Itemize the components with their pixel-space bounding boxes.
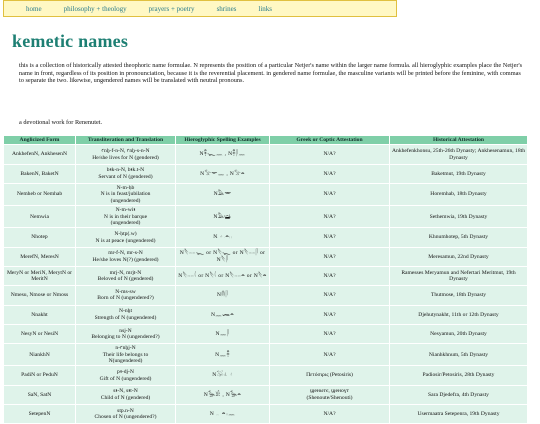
- cell-greek-coptic: N/A?: [270, 164, 390, 183]
- intro-paragraph: this is a collection of historically attested theophoric name formulae. N represents the position of a particular Netjer's name within the larger name formula. all hieroglyphic examples place the Netjer's name in front, regardless of its position in pronounciation, because it is the reverential placement. in gendered name formulae, the masculine variants will be printed before the feminine, with commas to separate the two. likewise, ungendered names will be translated with neutral pronouns.: [19, 62, 523, 85]
- cell-hieroglyphic-spelling: N𓅓𓊞: [176, 206, 270, 228]
- cell-greek-coptic: N/A?: [270, 247, 390, 266]
- dedication-text: a devotional work for Renenutet.: [19, 119, 103, 126]
- cell-transliteration: mrj-N, mrjt-N Beloved of N (gendered): [76, 267, 176, 286]
- cell-hieroglyphic-spelling: N𓊃𓏏𓊪𓈖: [176, 405, 270, 424]
- table-row: [4, 164, 528, 183]
- nav-link-home[interactable]: home: [26, 4, 42, 13]
- cell-hieroglyphic-spelling: N𓋹𓆑𓈖 , N𓋹𓋴𓈖: [176, 145, 270, 164]
- cell-transliteration: ꜥnḫ-f-n-N, ꜥnḫ-s-n-N He/she lives for N (gendered): [76, 145, 176, 164]
- cell-anglicized-form: Nemwia: [4, 206, 76, 228]
- cell-greek-coptic: N/A?: [270, 305, 390, 324]
- cell-anglicized-form: Nhotep: [4, 228, 76, 247]
- names-table: [3, 135, 528, 424]
- cell-historical-attestation: Khnumhotep, 5th Dynasty: [390, 228, 528, 247]
- table-row: [4, 344, 528, 366]
- table-row: [4, 385, 528, 404]
- cell-hieroglyphic-spelling: N𓌸𓂋𓆑 or N𓌸𓆑 or N𓌸𓂋𓋴 or N𓌸𓋴: [176, 247, 270, 266]
- table-header-row: [4, 136, 528, 145]
- cell-transliteration: nsj-N Belonging to N (ungendered?): [76, 324, 176, 343]
- cell-anglicized-form: MerefN, MeresN: [4, 247, 76, 266]
- nav-link-shrines[interactable]: shrines: [216, 4, 237, 13]
- cell-transliteration: N-nḫt Strength of N (ungendered): [76, 305, 176, 324]
- cell-hieroglyphic-spelling: N𓅮𓂞: [176, 366, 270, 385]
- cell-greek-coptic: N/A?: [270, 228, 390, 247]
- cell-transliteration: N-m-ḥb N is in feast/jubilation (ungendered): [76, 184, 176, 206]
- table-row: [4, 366, 528, 385]
- table-row: [4, 184, 528, 206]
- cell-hieroglyphic-spelling: N𓈖𓋴: [176, 324, 270, 343]
- cell-anglicized-form: NiankhN: [4, 344, 76, 366]
- cell-hieroglyphic-spelling: N𓅓𓎱: [176, 184, 270, 206]
- top-navigation: [3, 0, 397, 17]
- cell-greek-coptic: N/A?: [270, 286, 390, 305]
- cell-anglicized-form: Nemheb or Nemhab: [4, 184, 76, 206]
- cell-historical-attestation: Thutmose, 18th Dynasty: [390, 286, 528, 305]
- table-row: [4, 267, 528, 286]
- cell-historical-attestation: Horemhab, 18th Dynasty: [390, 184, 528, 206]
- cell-historical-attestation: Sethemwia, 19th Dynasty: [390, 206, 528, 228]
- table-row: [4, 206, 528, 228]
- table-row: [4, 405, 528, 424]
- cell-hieroglyphic-spelling: N𓊵𓏏𓊪: [176, 228, 270, 247]
- cell-hieroglyphic-spelling: N𓅭𓀀 , N𓅭𓏏: [176, 385, 270, 404]
- cell-historical-attestation: Usermaatra Setepenra, 19th Dynasty: [390, 405, 528, 424]
- header-transliteration: Transliteration and Translation: [76, 136, 176, 145]
- cell-greek-coptic: N/A?: [270, 145, 390, 164]
- cell-anglicized-form: MeryN or MeriN, MerytN or MeritN: [4, 267, 76, 286]
- cell-hieroglyphic-spelling: N𓈖𓆱𓏏: [176, 305, 270, 324]
- cell-anglicized-form: AnkhefenN, AnkhesenN: [4, 145, 76, 164]
- cell-historical-attestation: Ramesses Meryamun and Nefertari Meritmut, 19th Dynasty: [390, 267, 528, 286]
- cell-transliteration: N-ḥtp(.w) N is at peace (ungendered): [76, 228, 176, 247]
- cell-hieroglyphic-spelling: N𓌸𓂋𓇋 or N𓌸𓇋 or N𓌸𓂋𓏏 or N𓌸𓏏: [176, 267, 270, 286]
- cell-historical-attestation: Padiosir/Petosiris, 28th Dynasty: [390, 366, 528, 385]
- cell-greek-coptic: N/A?: [270, 344, 390, 366]
- cell-greek-coptic: Πετόσιρις (Petosiris): [270, 366, 390, 385]
- cell-historical-attestation: Nesyamun, 20th Dynasty: [390, 324, 528, 343]
- cell-historical-attestation: Baketmut, 19th Dynasty: [390, 164, 528, 183]
- cell-anglicized-form: Nmesu, Nmose or Nmoss: [4, 286, 76, 305]
- cell-hieroglyphic-spelling: N𓅡𓎡𓈖 , N𓅡𓏏: [176, 164, 270, 183]
- cell-hieroglyphic-spelling: N𓄟𓋴: [176, 286, 270, 305]
- header-anglicized-form: Anglicized Form: [4, 136, 76, 145]
- cell-historical-attestation: Djehutynakht, 11th or 12th Dynasty: [390, 305, 528, 324]
- nav-link-prayers-poetry[interactable]: prayers + poetry: [148, 4, 195, 13]
- table-row: [4, 228, 528, 247]
- page-title: kemetic names: [12, 31, 129, 51]
- cell-transliteration: N-m-wiꜣ N is in their barque (ungendered): [76, 206, 176, 228]
- cell-transliteration: mr-f-N, mr-s-N He/she loves N(?) (gendered): [76, 247, 176, 266]
- cell-anglicized-form: Nnakht: [4, 305, 76, 324]
- cell-anglicized-form: SaN, SatN: [4, 385, 76, 404]
- cell-historical-attestation: Ankhefenkhonsu, 25th-26th Dynasty; Ankhesenamun, 18th Dynasty: [390, 145, 528, 164]
- header-hieroglyphic-spelling: Hieroglyphic Spelling Examples: [176, 136, 270, 145]
- table-row: [4, 247, 528, 266]
- cell-anglicized-form: SetepenN: [4, 405, 76, 424]
- cell-transliteration: pꜣ-dj-N Gift of N (ungendered): [76, 366, 176, 385]
- cell-anglicized-form: PadiN or PeduN: [4, 366, 76, 385]
- cell-historical-attestation: Meresamun, 22nd Dynasty: [390, 247, 528, 266]
- cell-anglicized-form: NesyN or NesiN: [4, 324, 76, 343]
- header-greek-coptic: Greek or Coptic Attestation: [270, 136, 390, 145]
- cell-greek-coptic: ϣенωтє, ϣенοүт (Shenoute/Shenouti): [270, 385, 390, 404]
- cell-transliteration: n-ꜥnḫj-N Their life belongs to N(ungendered): [76, 344, 176, 366]
- nav-link-links[interactable]: links: [258, 4, 273, 13]
- table-row: [4, 286, 528, 305]
- cell-hieroglyphic-spelling: N𓈖𓋹: [176, 344, 270, 366]
- cell-greek-coptic: N/A?: [270, 324, 390, 343]
- cell-greek-coptic: N/A?: [270, 184, 390, 206]
- cell-historical-attestation: Sara Djedefra, 4th Dynasty: [390, 385, 528, 404]
- cell-transliteration: N-ms-sw Born of N (ungendered?): [76, 286, 176, 305]
- cell-historical-attestation: Nianhkhnum, 5th Dynasty: [390, 344, 528, 366]
- cell-anglicized-form: BakenN, BaketN: [4, 164, 76, 183]
- header-historical-attestation: Historical Attestation: [390, 136, 528, 145]
- cell-transliteration: bꜣk-n-N, bꜣk.t-N Servant of N (gendered): [76, 164, 176, 183]
- table-row: [4, 145, 528, 164]
- cell-greek-coptic: N/A?: [270, 267, 390, 286]
- cell-transliteration: stp.n-N Chosen of N (ungendered?): [76, 405, 176, 424]
- table-row: [4, 305, 528, 324]
- table-body: [4, 145, 528, 424]
- nav-link-philosophy-theology[interactable]: philosophy + theology: [63, 4, 127, 13]
- cell-transliteration: sꜣ-N, sꜣt-N Child of N (gendered): [76, 385, 176, 404]
- cell-greek-coptic: N/A?: [270, 206, 390, 228]
- table-row: [4, 324, 528, 343]
- cell-greek-coptic: N/A?: [270, 405, 390, 424]
